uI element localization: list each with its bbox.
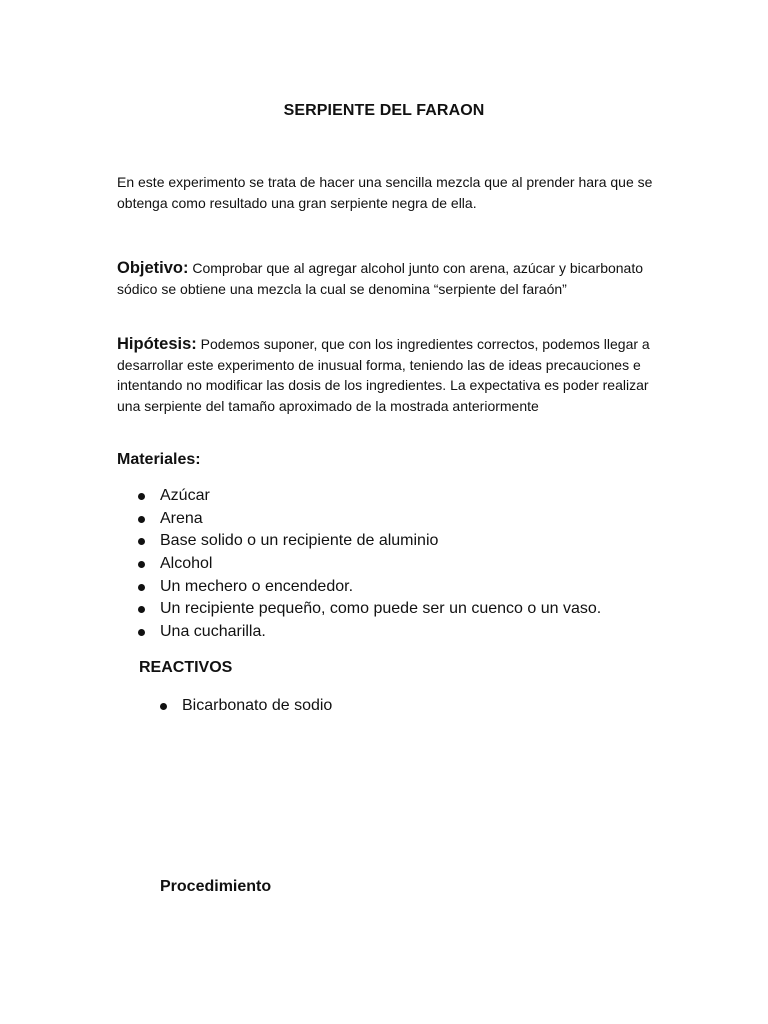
list-item-text: Bicarbonato de sodio [182, 697, 333, 714]
hypothesis-label: Hipótesis: [117, 335, 197, 353]
list-item-text: Arena [160, 509, 203, 527]
procedure-heading: Procedimiento [160, 878, 272, 895]
list-item [160, 695, 332, 718]
list-item-text: Alcohol [160, 555, 213, 573]
list-item-text: Un recipiente pequeño, como puede ser un cuenco o un vaso. [160, 600, 602, 618]
bullet-icon [138, 561, 145, 568]
list-item [138, 485, 601, 508]
list-item-text: Un mechero o encendedor. [160, 577, 354, 595]
list-item [138, 530, 601, 553]
list-item [138, 576, 601, 599]
reagents-heading: REACTIVOS [139, 659, 233, 676]
objective-label: Objetivo: [117, 259, 189, 277]
list-item [138, 621, 601, 644]
bullet-icon [138, 516, 145, 523]
list-item [138, 508, 601, 531]
bullet-icon [138, 538, 145, 545]
list-item [138, 598, 601, 621]
objective-paragraph [117, 258, 657, 299]
intro-paragraph: En este experimento se trata de hacer una sencilla mezcla que al prender hara que se obtenga como resultado una gran serpiente negra de ella. [117, 174, 653, 211]
page-title: SERPIENTE DEL FARAON [283, 102, 485, 119]
bullet-icon [138, 606, 145, 613]
objective-text: Comprobar que al agregar alcohol junto con arena, azúcar y bicarbonato sódico se obtiene una mezcla la cual se denomina “serpiente del faraón” [117, 260, 644, 297]
materials-heading: Materiales: [117, 451, 201, 468]
reagents-list [160, 695, 332, 718]
list-item-text: Azúcar [160, 487, 210, 504]
hypothesis-paragraph [117, 334, 662, 416]
hypothesis-text: Podemos suponer, que con los ingredientes correctos, podemos llegar a desarrollar este experimento de inusual forma, teniendo las de ideas precauciones e intentando no modificar las dosis de los ingredientes. La expectativa es poder realizar una serpiente del tamaño aproximado de la mostrada anteriormente [117, 336, 650, 414]
list-item-text: Base solido o un recipiente de aluminio [160, 532, 439, 550]
materials-list [138, 485, 601, 644]
list-item-text: Una cucharilla. [160, 623, 266, 641]
bullet-icon [138, 584, 145, 591]
bullet-icon [138, 493, 145, 500]
list-item [138, 553, 601, 576]
bullet-icon [138, 629, 145, 636]
bullet-icon [160, 703, 167, 710]
